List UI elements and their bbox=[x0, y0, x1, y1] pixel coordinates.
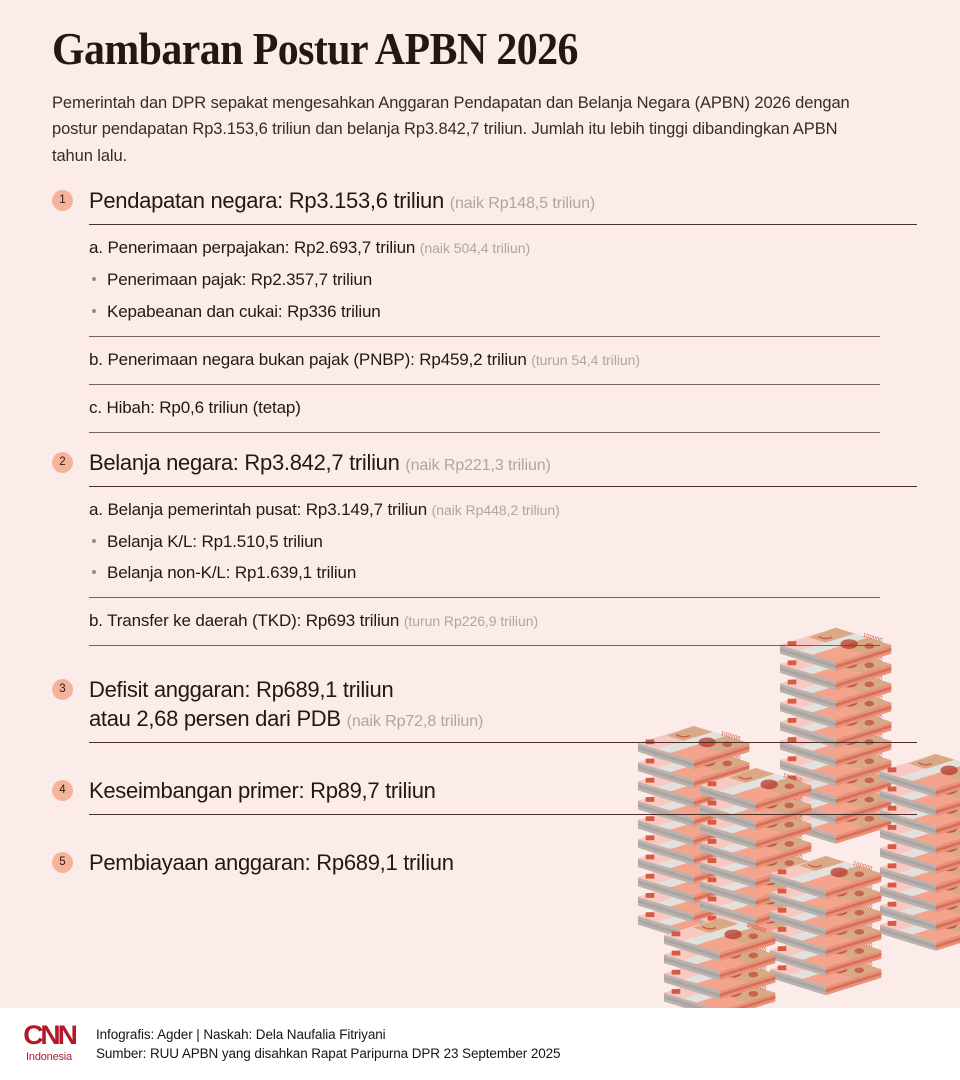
sub-divider bbox=[89, 432, 880, 433]
sub-divider bbox=[89, 645, 880, 646]
section-heading-text: Defisit anggaran: Rp689,1 triliun bbox=[89, 677, 394, 703]
section-heading-note: (naik Rp221,3 triliun) bbox=[405, 456, 551, 474]
section-number-badge: 3 bbox=[52, 679, 73, 700]
sub-item bbox=[89, 598, 912, 633]
section-heading-note: (naik Rp72,8 triliun) bbox=[346, 713, 484, 731]
sub-item-label: b. Transfer ke daerah (TKD): Rp693 triliun bbox=[89, 611, 400, 631]
sub-divider bbox=[89, 336, 880, 337]
money-stacks-illustration: 100000 bbox=[630, 618, 960, 1008]
cnn-logo-subtitle: Indonesia bbox=[26, 1051, 72, 1064]
sub-divider bbox=[89, 384, 880, 385]
sub-item-note: (turun 54,4 triliun) bbox=[531, 351, 640, 368]
sub-item-note: (naik 504,4 triliun) bbox=[419, 239, 531, 256]
section-heading bbox=[89, 448, 912, 477]
section-belanja-negara bbox=[52, 448, 912, 477]
section-heading bbox=[89, 186, 912, 215]
section-heading-text: Pembiayaan anggaran: Rp689,1 triliun bbox=[89, 850, 454, 876]
sub-divider bbox=[89, 597, 880, 598]
list-item: Belanja non-K/L: Rp1.639,1 triliun bbox=[89, 553, 912, 585]
sub-item-label: b. Penerimaan negara bukan pajak (PNBP): Rp459,2 triliun bbox=[89, 349, 527, 369]
section-heading bbox=[89, 776, 912, 805]
sub-item-note: (naik Rp448,2 triliun) bbox=[431, 501, 560, 518]
section-defisit-anggaran bbox=[52, 675, 912, 733]
section-heading-text: Belanja negara: Rp3.842,7 triliun bbox=[89, 449, 400, 475]
section-1-items bbox=[89, 225, 912, 433]
section-number-badge: 2 bbox=[52, 452, 73, 473]
list-item: Penerimaan pajak: Rp2.357,7 triliun bbox=[89, 260, 912, 292]
section-heading-text: Pendapatan negara: Rp3.153,6 triliun bbox=[89, 187, 444, 213]
section-pendapatan-negara bbox=[52, 186, 912, 215]
credit-line-infografis: Infografis: Agder | Naskah: Dela Naufalia Fitriyani bbox=[96, 1026, 386, 1042]
section-heading bbox=[89, 675, 912, 733]
sub-item bbox=[89, 487, 912, 522]
section-heading-note: (naik Rp148,5 triliun) bbox=[449, 194, 596, 212]
page-title: Gambaran Postur APBN 2026 bbox=[52, 24, 578, 74]
sub-item bbox=[89, 385, 912, 420]
section-heading-text: Keseimbangan primer: Rp89,7 triliun bbox=[89, 778, 436, 804]
section-heading bbox=[89, 848, 912, 877]
sub-item bbox=[89, 225, 912, 260]
section-heading-line2: atau 2,68 persen dari PDB bbox=[89, 706, 341, 732]
cnn-logo-mark: CNN bbox=[23, 1020, 75, 1051]
section-2-items bbox=[89, 487, 912, 647]
sub-item-note: (turun Rp226,9 triliun) bbox=[403, 613, 539, 630]
section-number-badge: 4 bbox=[52, 780, 73, 801]
list-item: Kepabeanan dan cukai: Rp336 triliun bbox=[89, 292, 912, 324]
sub-item bbox=[89, 337, 912, 372]
section-divider bbox=[89, 486, 917, 487]
section-divider bbox=[89, 814, 917, 815]
sub-item-label: c. Hibah: Rp0,6 triliun (tetap) bbox=[89, 397, 301, 417]
section-number-badge: 5 bbox=[52, 852, 73, 873]
section-divider bbox=[89, 224, 917, 225]
bullet-list bbox=[89, 260, 912, 324]
sub-item-label: a. Belanja pemerintah pusat: Rp3.149,7 triliun bbox=[89, 499, 428, 519]
footer-bar bbox=[0, 1008, 960, 1080]
footer-credits bbox=[96, 1025, 560, 1063]
list-item: Belanja K/L: Rp1.510,5 triliun bbox=[89, 522, 912, 554]
bullet-list bbox=[89, 522, 912, 586]
cnn-indonesia-logo bbox=[16, 1022, 82, 1066]
section-divider bbox=[89, 742, 917, 743]
intro-paragraph: Pemerintah dan DPR sepakat mengesahkan Anggaran Pendapatan dan Belanja Negara (APBN) 2026 dengan postur pendapatan Rp3.153,6 triliun dan belanja Rp3.842,7 triliun. Jumlah itu lebih tinggi dibandingkan APBN tahun lalu. bbox=[52, 93, 850, 166]
sub-item-label: a. Penerimaan perpajakan: Rp2.693,7 triliun bbox=[89, 237, 416, 257]
section-pembiayaan-anggaran bbox=[52, 848, 912, 877]
credit-line-sumber: Sumber: RUU APBN yang disahkan Rapat Paripurna DPR 23 September 2025 bbox=[96, 1046, 561, 1061]
section-keseimbangan-primer bbox=[52, 776, 912, 805]
section-number-badge: 1 bbox=[52, 190, 73, 211]
